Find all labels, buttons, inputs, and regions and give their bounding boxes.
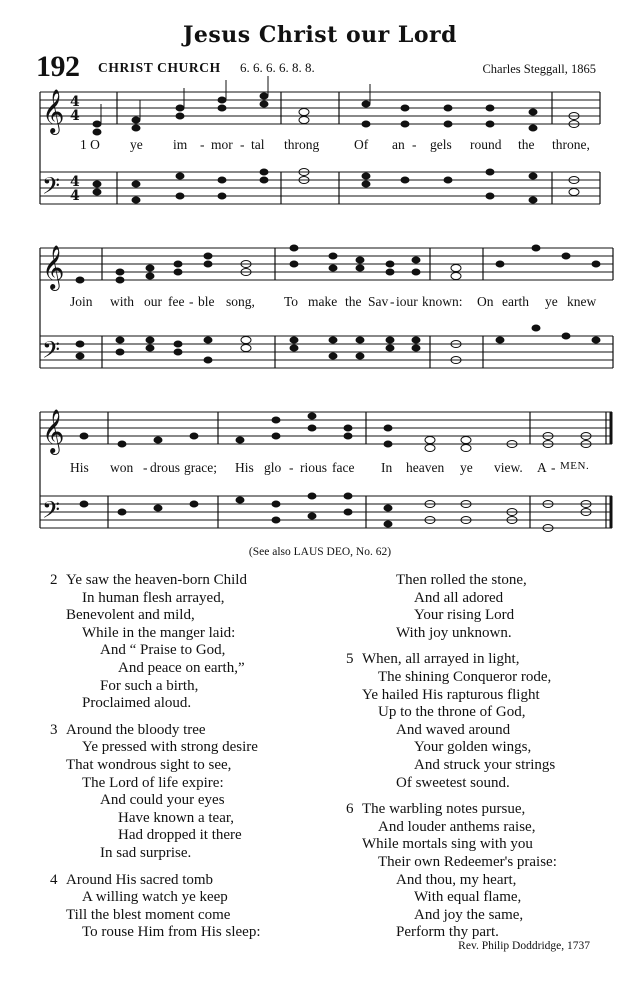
- author-credit: Rev. Philip Doddridge, 1737: [458, 940, 590, 952]
- verse-4: [50, 872, 320, 942]
- verse-6: [346, 801, 636, 942]
- treble-clef-icon: 𝄞: [42, 89, 65, 133]
- lyric-syllable: the: [518, 137, 535, 152]
- lyric-syllable: mor: [211, 137, 233, 152]
- bass-staff-2: [40, 336, 613, 368]
- verse-number: 4: [50, 871, 58, 888]
- lyric-syllable: MEN.: [560, 460, 590, 472]
- lyric-syllable: ye: [460, 460, 473, 475]
- verse-5: [346, 651, 636, 792]
- lyric-syllable: To: [284, 294, 299, 309]
- verse-line: Ye pressed with strong desire: [82, 739, 258, 756]
- lyric-syllable: grace;: [184, 460, 217, 475]
- verse-number: 5: [346, 651, 354, 668]
- svg-text:𝄞: 𝄞: [42, 245, 65, 289]
- hymn-section-title: Jesus Christ our Lord: [182, 22, 458, 48]
- lyric-syllable: -: [551, 460, 556, 475]
- lyric-line-1: [40, 137, 620, 155]
- verse-line: And joy the same,: [414, 906, 524, 923]
- verse-line: Proclaimed aloud.: [82, 695, 192, 712]
- lyric-syllable: with: [110, 294, 135, 309]
- lyric-syllable: known:: [422, 294, 463, 309]
- lyric-syllable: ye: [545, 294, 558, 309]
- verse-line: And waved around: [396, 721, 511, 738]
- lyric-syllable: -: [412, 137, 417, 152]
- lyric-syllable: ye: [130, 137, 143, 152]
- verse-number: 6: [346, 801, 354, 818]
- verse-line: And struck your strings: [414, 756, 556, 773]
- verse-line: A willing watch ye keep: [82, 889, 228, 906]
- lyric-syllable: an: [392, 137, 405, 152]
- bass-staff-1: [40, 172, 600, 204]
- lyric-syllable: our: [144, 294, 162, 309]
- verse-line: Your rising Lord: [414, 607, 515, 624]
- lyric-syllable: im: [173, 137, 188, 152]
- verse-line: Perform thy part.: [396, 924, 499, 941]
- bass-clef-icon: 𝄢: [42, 172, 61, 205]
- verse-2: [50, 572, 320, 713]
- lyric-syllable: A: [537, 460, 547, 475]
- verse-line: Your golden wings,: [414, 739, 532, 756]
- lyric-syllable: fee: [168, 294, 185, 309]
- verse-line: While mortals sing with you: [362, 836, 533, 853]
- lyric-syllable: -: [189, 294, 194, 309]
- treble-staff-2: [40, 248, 613, 280]
- verse-line: Benevolent and mild,: [66, 607, 195, 624]
- verse-line: And peace on earth,”: [118, 659, 245, 676]
- lyric-syllable: -: [240, 137, 245, 152]
- verse-line: The warbling notes pursue,: [362, 801, 526, 818]
- lyric-syllable: iour: [396, 294, 418, 309]
- lyric-syllable: make: [308, 294, 338, 309]
- lyric-syllable: -: [289, 460, 294, 475]
- verse-line: Till the blest moment come: [66, 906, 231, 923]
- meter: 6. 6. 6. 6. 8. 8.: [240, 60, 315, 75]
- lyric-syllable: -: [390, 294, 395, 309]
- lyric-syllable: view.: [494, 460, 523, 475]
- verse-line: While in the manger laid:: [82, 624, 236, 641]
- svg-text:𝄢: 𝄢: [42, 336, 61, 369]
- lyric-syllable: In: [381, 460, 393, 475]
- verse-line: And “ Praise to God,: [100, 642, 226, 659]
- lyric-line-3: [40, 460, 620, 478]
- lyric-syllable: 1 O: [80, 137, 100, 152]
- verse-line: Around the bloody tree: [66, 721, 206, 738]
- verses-left-column: [50, 572, 320, 951]
- treble-staff-3: [40, 412, 612, 444]
- verse-line: That wondrous sight to see,: [66, 756, 232, 773]
- verse-4-continued: [346, 572, 636, 642]
- composer-credit: Charles Steggall, 1865: [482, 62, 596, 76]
- lyric-syllable: -: [200, 137, 205, 152]
- lyric-syllable: face: [332, 460, 355, 475]
- lyric-syllable: Join: [70, 294, 93, 309]
- svg-text:𝄢: 𝄢: [42, 496, 61, 529]
- verse-3: [50, 722, 320, 863]
- verse-line: And all adored: [414, 589, 504, 606]
- verse-line: In human flesh arrayed,: [82, 589, 225, 606]
- lyric-syllable: round: [470, 137, 502, 152]
- svg-text:4: 4: [70, 108, 80, 124]
- svg-text:4: 4: [70, 174, 80, 190]
- verse-line: Ye saw the heaven-born Child: [66, 572, 247, 588]
- verse-line: The Lord of life expire:: [82, 774, 224, 791]
- verse-line: The shining Conqueror rode,: [378, 668, 552, 685]
- verse-line: Ye hailed His rapturous flight: [362, 686, 540, 703]
- svg-text:4: 4: [70, 188, 80, 204]
- verse-line: Had dropped it there: [118, 827, 242, 844]
- verse-line: And could your eyes: [100, 792, 225, 809]
- verse-line: Up to the throne of God,: [378, 704, 526, 721]
- lyric-syllable: the: [345, 294, 362, 309]
- verse-line: To rouse Him from His sleep:: [82, 924, 261, 941]
- verse-number: 2: [50, 572, 58, 588]
- verse-line: And louder anthems raise,: [378, 818, 536, 835]
- verse-line: With equal flame,: [414, 889, 522, 906]
- lyric-syllable: On: [477, 294, 494, 309]
- verse-line: Around His sacred tomb: [66, 871, 214, 888]
- lyric-syllable: His: [70, 460, 89, 475]
- svg-text:𝄞: 𝄞: [42, 409, 65, 453]
- verses-right-column: [346, 572, 636, 951]
- lyric-syllable: -: [143, 460, 148, 475]
- lyric-syllable: tal: [251, 137, 265, 152]
- verse-line: In sad surprise.: [100, 844, 192, 861]
- verse-line: Have known a tear,: [118, 809, 235, 826]
- lyric-syllable: earth: [502, 294, 529, 309]
- lyric-syllable: won: [110, 460, 134, 475]
- verse-line: Their own Redeemer's praise:: [378, 853, 557, 870]
- verse-line: With joy unknown.: [396, 624, 512, 641]
- hymn-number: 192: [36, 50, 80, 83]
- lyric-syllable: Sav: [368, 294, 389, 309]
- verse-number: 3: [50, 721, 58, 738]
- lyric-syllable: rious: [300, 460, 327, 475]
- lyric-syllable: song,: [226, 294, 255, 309]
- verse-line: Then rolled the stone,: [396, 572, 527, 588]
- lyric-syllable: throng: [284, 137, 320, 152]
- treble-staff-1: [40, 92, 600, 124]
- lyric-syllable: throne,: [552, 137, 590, 152]
- lyric-syllable: glo: [264, 460, 282, 475]
- verse-line: Of sweetest sound.: [396, 774, 510, 791]
- lyric-syllable: drous: [150, 460, 180, 475]
- lyric-line-2: [40, 294, 620, 312]
- verse-line: And thou, my heart,: [396, 871, 517, 888]
- tune-name: CHRIST CHURCH: [98, 60, 221, 75]
- lyric-syllable: knew: [567, 294, 597, 309]
- verse-line: For such a birth,: [100, 677, 199, 694]
- lyric-syllable: ble: [198, 294, 215, 309]
- lyric-syllable: Of: [354, 137, 369, 152]
- lyric-syllable: heaven: [406, 460, 445, 475]
- time-signature: 4: [70, 94, 80, 110]
- see-also-note: (See also LAUS DEO, No. 62): [248, 546, 392, 558]
- lyric-syllable: gels: [430, 137, 452, 152]
- verse-line: When, all arrayed in light,: [362, 651, 520, 668]
- lyric-syllable: His: [235, 460, 254, 475]
